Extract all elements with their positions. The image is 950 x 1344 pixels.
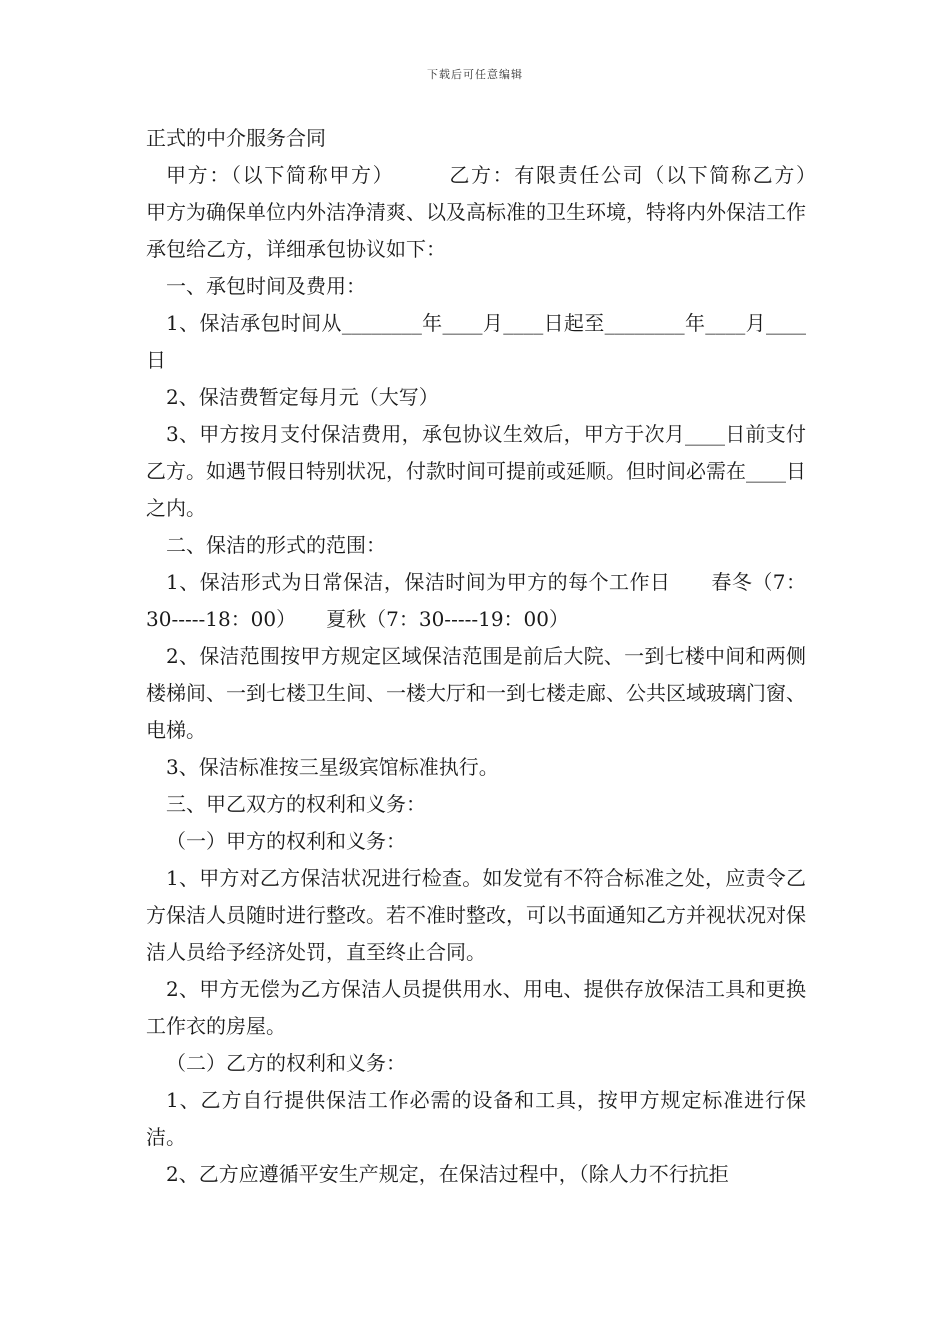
paragraph-3b-2: 2、乙方应遵循平安生产规定，在保洁过程中，（除人力不行抗拒 [166,1162,729,1186]
paragraph-2-3: 3、保洁标准按三星级宾馆标准执行。 [166,755,499,779]
subsection-heading-b: （二）乙方的权利和义务： [166,1051,406,1075]
document-body [146,120,866,1193]
section-heading-3: 三、甲乙双方的权利和义务： [166,792,426,816]
page-header: 下载后可任意编辑 [427,68,523,81]
paragraph-3a-1: 1、甲方对乙方保洁状况进行检查。如发觉有不符合标准之处，应责令乙方保洁人员随时进行整改。若不准时整改，可以书面通知乙方并视状况对保洁人员给予经济处罚，直至终止合同。 [146,866,806,964]
paragraph-2-2: 2、保洁范围按甲方规定区域保洁范围是前后大院、一到七楼中间和两侧楼梯间、一到七楼卫生间、一楼大厅和一到七楼走廊、公共区域玻璃门窗、电梯。 [146,644,806,742]
paragraph-2-1: 1、保洁形式为日常保洁，保洁时间为甲方的每个工作日 春冬（7：30-----18：00） 夏秋（7：30-----19：00） [146,570,806,631]
paragraph-3b-1: 1、乙方自行提供保洁工作必需的设备和工具，按甲方规定标准进行保洁。 [146,1088,806,1149]
document-title: 正式的中介服务合同 [146,126,326,150]
section-heading-1: 一、承包时间及费用： [166,274,366,298]
section-heading-2: 二、保洁的形式的范围： [166,533,386,557]
paragraph-3a-2: 2、甲方无偿为乙方保洁人员提供用水、用电、提供存放保洁工具和更换工作衣的房屋。 [146,977,806,1038]
subsection-heading-a: （一）甲方的权利和义务： [166,829,406,853]
paragraph-parties: 甲方：（以下简称甲方） 乙方：有限责任公司（以下简称乙方） 甲方为确保单位内外洁净清爽、以及高标准的卫生环境，特将内外保洁工作承包给乙方，详细承包协议如下： [146,163,866,261]
paragraph-1-2: 2、保洁费暂定每月元（大写） [166,385,439,409]
paragraph-1-3: 3、甲方按月支付保洁费用，承包协议生效后，甲方于次月____日前支付乙方。如遇节假日特别状况，付款时间可提前或延顺。但时间必需在____日之内。 [146,422,806,520]
paragraph-1-1: 1、保洁承包时间从________年____月____日起至________年____月____日 [146,311,806,372]
